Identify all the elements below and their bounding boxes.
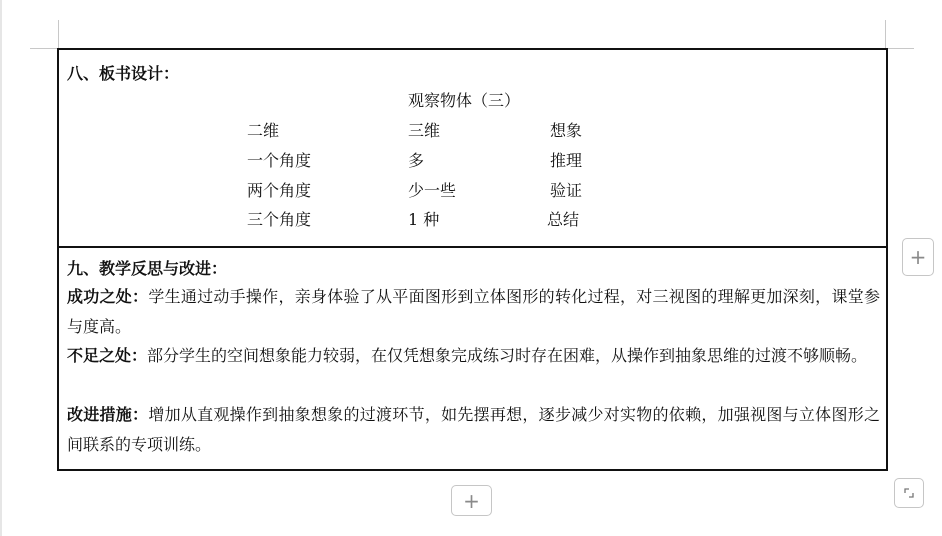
success-label: 成功之处：: [67, 287, 149, 306]
section-8-heading: 八、板书设计：: [67, 64, 180, 83]
board-title: 观察物体（三）: [408, 91, 521, 110]
crop-mark-top-left-horizontal: [30, 48, 58, 49]
resize-corner-icon: [895, 479, 923, 507]
plus-icon: +: [463, 488, 480, 513]
crop-mark-top-left-vertical: [58, 20, 59, 50]
editor-left-border: [0, 0, 2, 536]
board-cell: 两个角度: [247, 181, 312, 200]
add-row-button[interactable]: [451, 485, 492, 516]
board-cell: 一个角度: [247, 151, 312, 170]
success-paragraph: [67, 282, 880, 341]
weakness-label: 不足之处：: [67, 346, 148, 365]
table-row-reflection[interactable]: [59, 248, 886, 469]
add-column-button[interactable]: [902, 238, 934, 276]
improve-label: 改进措施：: [67, 405, 149, 424]
success-text: 学生通过动手操作，亲身体验了从平面图形到立体图形的转化过程，对三视图的理解更加深刻，课堂参与度高。: [67, 287, 880, 336]
table-resize-handle[interactable]: [894, 478, 924, 508]
board-cell: 少一些: [408, 181, 457, 200]
board-cell: 推理: [550, 151, 583, 170]
board-cell: 想象: [550, 121, 583, 140]
plus-icon: +: [909, 245, 927, 269]
board-cell: 三维: [408, 121, 441, 140]
crop-mark-top-right-horizontal: [886, 48, 914, 49]
board-cell: 二维: [247, 121, 280, 140]
crop-mark-top-right-vertical: [885, 20, 886, 50]
board-cell: 三个角度: [247, 210, 312, 229]
board-cell: 验证: [550, 181, 583, 200]
board-cell: 1 种: [408, 210, 440, 229]
weakness-paragraph: [67, 341, 880, 371]
section-9-heading: 九、教学反思与改进：: [67, 259, 228, 278]
weakness-text: 部分学生的空间想象能力较弱，在仅凭想象完成练习时存在困难，从操作到抽象思维的过渡不够顺畅。: [147, 346, 868, 365]
document-table: [57, 48, 888, 471]
table-row-board-design[interactable]: [59, 50, 886, 248]
board-cell: 总结: [547, 210, 580, 229]
improvement-paragraph: [67, 400, 880, 459]
board-cell: 多: [408, 151, 425, 170]
improve-text: 增加从直观操作到抽象想象的过渡环节，如先摆再想，逐步减少对实物的依赖，加强视图与立体图形之间联系的专项训练。: [67, 405, 880, 454]
